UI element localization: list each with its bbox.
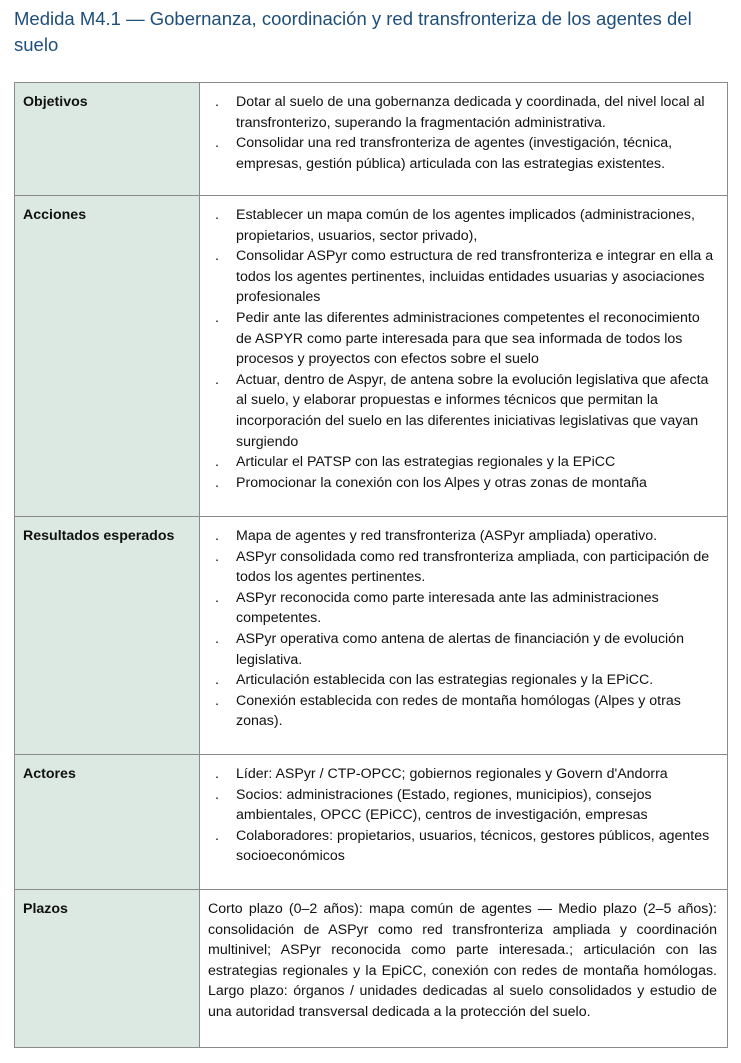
list-item: . Promocionar la conexión con los Alpes y otras zonas de montaña xyxy=(204,473,717,494)
bullet-list xyxy=(204,526,717,732)
list-item: . ASPyr reconocida como parte interesada ante las administraciones competentes. xyxy=(204,588,717,629)
list-item: . Actuar, dentro de Aspyr, de antena sobre la evolución legislativa que afecta al suelo, y elaborar propuestas e informes técnicos que permitan la incorporación del suelo en las diferentes iniciativas legislativas que vayan surgiendo xyxy=(204,370,717,452)
row-label: Acciones xyxy=(15,196,200,517)
list-item: . Conexión establecida con redes de montaña homólogas (Alpes y otras zonas). xyxy=(204,691,717,732)
row-resultados-esperados xyxy=(15,517,728,755)
row-label: Plazos xyxy=(15,890,200,1048)
list-item: . Consolidar una red transfronteriza de agentes (investigación, técnica, empresas, gestión pública) articulada con las estrategias existentes. xyxy=(204,133,717,174)
row-label: Actores xyxy=(15,755,200,890)
row-acciones xyxy=(15,196,728,517)
row-label: Resultados esperados xyxy=(15,517,200,755)
row-content xyxy=(200,517,728,755)
list-item: . Pedir ante las diferentes administraciones competentes el reconocimiento de ASPYR como parte interesada para que sea informada de todos los procesos y proyectos con efectos sobre el suelo xyxy=(204,308,717,370)
plazos-text: Corto plazo (0–2 años): mapa común de agentes — Medio plazo (2–5 años): consolidación de ASPyr como red transfronteriza ampliada y coordinación multinivel; ASPyr reconocida como parte interesada.; articulación con las estrategias regionales y la EpiCC, conexión con redes de montaña homólogas. Largo plazo: órganos / unidades dedicadas al suelo consolidados y estudio de una autoridad transversal dedicada a la protección del suelo. xyxy=(208,901,717,1020)
bullet-list xyxy=(204,92,717,174)
row-objetivos xyxy=(15,83,728,196)
bullet-list xyxy=(204,764,717,867)
list-item: . Consolidar ASPyr como estructura de red transfronteriza e integrar en ella a todos los agentes pertinentes, incluidas entidades usuarias y asociaciones profesionales xyxy=(204,246,717,308)
row-content xyxy=(200,196,728,517)
list-item: . Socios: administraciones (Estado, regiones, municipios), consejos ambientales, OPCC (EPiCC), centros de investigación, empresas xyxy=(204,785,717,826)
list-item: . ASPyr consolidada como red transfronteriza ampliada, con participación de todos los agentes pertinentes. xyxy=(204,547,717,588)
row-label: Objetivos xyxy=(15,83,200,196)
row-content xyxy=(200,890,728,1048)
list-item: . Dotar al suelo de una gobernanza dedicada y coordinada, del nivel local al transfronterizo, superando la fragmentación administrativa. xyxy=(204,92,717,133)
list-item: . Líder: ASPyr / CTP-OPCC; gobiernos regionales y Govern d'Andorra xyxy=(204,764,717,785)
list-item: . Mapa de agentes y red transfronteriza (ASPyr ampliada) operativo. xyxy=(204,526,717,547)
list-item: . Articular el PATSP con las estrategias regionales y la EPiCC xyxy=(204,452,717,473)
list-item: . ASPyr operativa como antena de alertas de financiación y de evolución legislativa. xyxy=(204,629,717,670)
list-item: . Colaboradores: propietarios, usuarios, técnicos, gestores públicos, agentes socioeconómicos xyxy=(204,826,717,867)
row-content xyxy=(200,83,728,196)
list-item: . Articulación establecida con las estrategias regionales y la EPiCC. xyxy=(204,670,717,691)
row-plazos xyxy=(15,890,728,1048)
row-actores xyxy=(15,755,728,890)
row-content xyxy=(200,755,728,890)
list-item: . Establecer un mapa común de los agentes implicados (administraciones, propietarios, usuarios, sector privado), xyxy=(204,205,717,246)
measure-title: Medida M4.1 — Gobernanza, coordinación y red transfronteriza de los agentes del suelo xyxy=(14,8,692,55)
bullet-list xyxy=(204,205,717,493)
measure-table xyxy=(14,82,728,1048)
